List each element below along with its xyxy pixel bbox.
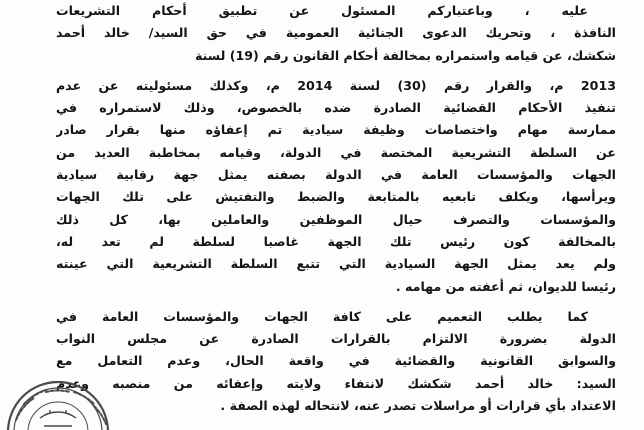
text-line: شكشك، عن قيامه واستمراره بمخالفة أحكام القانون رقم (19) لسنة bbox=[195, 47, 616, 63]
text-line: تنفيذ الأحكام القضائية الصادرة ضده بالخصوص، وذلك لاستمراره في bbox=[56, 100, 616, 116]
official-seal-stamp bbox=[0, 370, 110, 430]
text-line: السيد: خالد أحمد شكشك لانتفاء ولايته وإعفائه من منصبه وعدم bbox=[56, 375, 616, 391]
text-line: عليه ، وباعتباركم المسئول عن تطبيق أحكام التشريعات bbox=[56, 3, 588, 18]
text-line: ويرأسها، ويكلف تابعيه بالمتابعة والضبط والتفتيش على تلك الجهات bbox=[56, 189, 616, 205]
text-line: الجهات والمؤسسات العامة في الدولة بصفته يمثل جهة رقابية سيادية bbox=[56, 167, 616, 183]
text-line: بالمخالفة كون رئيس تلك الجهة غاصبا لسلطة لم تعد له، bbox=[56, 233, 616, 249]
paragraph-gap bbox=[56, 67, 616, 75]
text-line: النافذة ، وتحريك الدعوى الجنائية العمومية في حق السيد/ خالد أحمد bbox=[56, 25, 616, 41]
text-line: ولم يعد يمثل الجهة السيادية التي تتبع السلطة التشريعية التي عينته bbox=[56, 256, 616, 272]
text-line: كما يطلب التعميم على كافة الجهات والمؤسسات العامة في bbox=[56, 308, 588, 324]
text-line: رئيسا للديوان، ثم أعفته من مهامه . bbox=[395, 278, 616, 294]
text-line: ممارسة مهام واختصاصات وظيفة سيادية تم إعفاؤه منها بقرار صادر bbox=[56, 122, 616, 138]
text-line: عن السلطة التشريعية المختصة في الدولة، وقيامه بمخاطبة العديد من bbox=[56, 144, 616, 160]
text-line: الدولة بضرورة الالتزام بالقرارات الصادرة عن مجلس النواب bbox=[56, 331, 616, 347]
text-line: والسوابق القانونية والقضائية في واقعة الحال، وعدم التعامل مع bbox=[56, 353, 616, 369]
text-line: الاعتداد بأي قرارات أو مراسلات تصدر عنه، لانتحاله لهذه الصفة . bbox=[220, 398, 616, 414]
text-line: والمؤسسات والتصرف حيال الموظفين والعاملين بها، كل ذلك bbox=[56, 211, 616, 227]
text-line: 2013 م، والقرار رقم (30) لسنة 2014 م، وكذلك مسئوليته عن عدم bbox=[56, 77, 616, 93]
letter-body bbox=[56, 0, 616, 417]
paragraph-gap bbox=[56, 298, 616, 306]
